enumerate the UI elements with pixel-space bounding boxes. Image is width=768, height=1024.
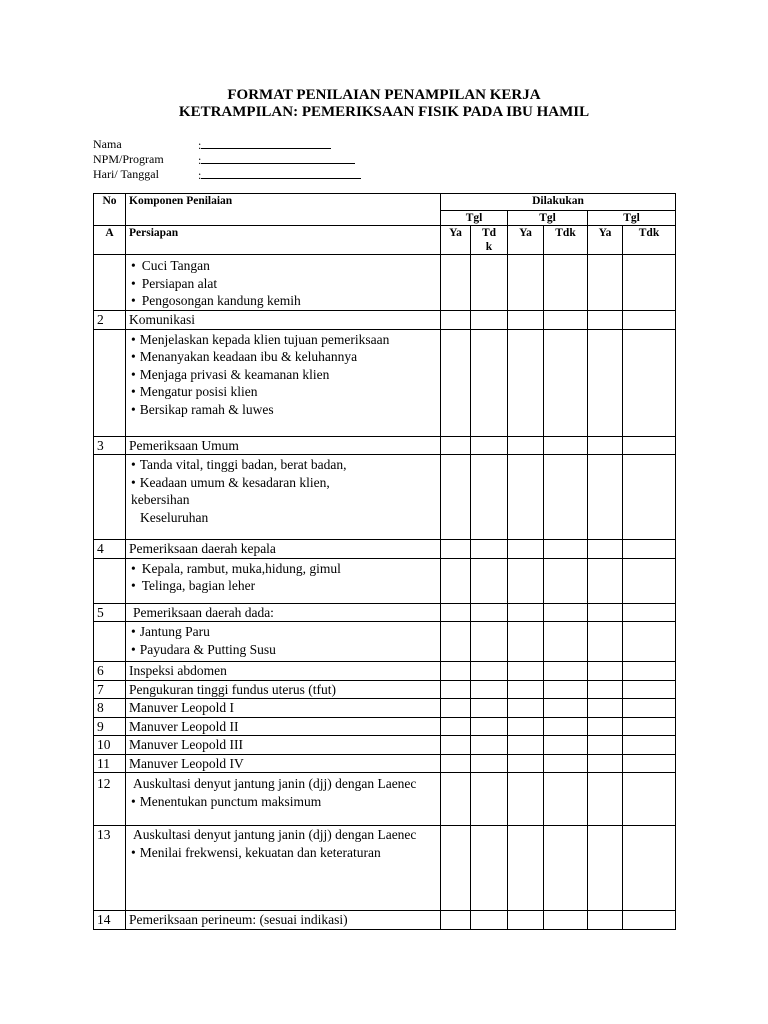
list-item: • Menilai frekwensi, kekuatan dan keteraturan — [129, 844, 437, 862]
row-no: 11 — [94, 754, 126, 773]
check-cell[interactable] — [544, 622, 588, 662]
header-tgl-2: Tgl — [508, 211, 588, 226]
check-cell[interactable] — [508, 717, 544, 736]
table-row — [94, 311, 676, 330]
check-cell[interactable] — [471, 311, 508, 330]
check-cell[interactable] — [544, 911, 588, 930]
check-cell[interactable] — [471, 558, 508, 603]
check-cell[interactable] — [471, 662, 508, 681]
blank-line — [201, 137, 331, 149]
check-cell[interactable] — [471, 680, 508, 699]
row-no: 3 — [94, 436, 126, 455]
list-item: • Menentukan punctum maksimum — [129, 793, 437, 811]
row-title: Pengukuran tinggi fundus uterus (tfut) — [126, 680, 441, 699]
check-cell[interactable] — [441, 558, 471, 603]
table-row — [94, 603, 676, 622]
check-cell[interactable] — [508, 680, 544, 699]
header-tdk-1: Td k — [471, 226, 508, 255]
check-cell[interactable] — [471, 717, 508, 736]
row-no: 5 — [94, 603, 126, 622]
check-cell[interactable] — [544, 736, 588, 755]
row-title: Pemeriksaan Umum — [126, 436, 441, 455]
check-cell[interactable] — [623, 773, 676, 826]
check-cell[interactable] — [544, 311, 588, 330]
header-ya-2: Ya — [508, 226, 544, 255]
header-tgl-3: Tgl — [588, 211, 676, 226]
row-content — [126, 255, 441, 311]
check-cell[interactable] — [471, 699, 508, 718]
check-cell[interactable] — [588, 436, 623, 455]
check-cell[interactable] — [623, 455, 676, 540]
check-cell[interactable] — [544, 603, 588, 622]
list-item: • Bersikap ramah & luwes — [129, 401, 437, 419]
row-no: 12 — [94, 773, 126, 826]
table-row — [94, 662, 676, 681]
check-cell[interactable] — [544, 662, 588, 681]
check-cell[interactable] — [588, 455, 623, 540]
check-cell[interactable] — [508, 455, 544, 540]
check-cell[interactable] — [441, 773, 471, 826]
info-label-hari: Hari/ Tanggal — [93, 167, 159, 181]
row-no — [94, 622, 126, 662]
check-cell[interactable] — [623, 311, 676, 330]
row-content — [126, 622, 441, 662]
row-title: Komunikasi — [126, 311, 441, 330]
check-cell[interactable] — [508, 662, 544, 681]
check-cell[interactable] — [588, 826, 623, 911]
colon: : — [198, 138, 202, 152]
check-cell[interactable] — [623, 436, 676, 455]
check-cell[interactable] — [588, 540, 623, 559]
list-item-continuation: Keseluruhan — [140, 509, 209, 525]
check-cell[interactable] — [623, 826, 676, 911]
check-cell[interactable] — [441, 680, 471, 699]
check-cell[interactable] — [508, 754, 544, 773]
list-item: • Tanda vital, tinggi badan, berat badan, — [129, 456, 437, 474]
table-row — [94, 911, 676, 930]
check-cell[interactable] — [441, 662, 471, 681]
list-item: • Menanyakan keadaan ibu & keluhannya — [129, 348, 437, 366]
check-cell[interactable] — [471, 826, 508, 911]
header-ya-1: Ya — [441, 226, 471, 255]
row-no: 4 — [94, 540, 126, 559]
blank-line — [201, 152, 355, 164]
check-cell[interactable] — [508, 736, 544, 755]
check-cell[interactable] — [623, 717, 676, 736]
check-cell[interactable] — [441, 603, 471, 622]
check-cell[interactable] — [544, 717, 588, 736]
check-cell[interactable] — [588, 329, 623, 436]
table-row — [94, 754, 676, 773]
row-content — [126, 826, 441, 911]
check-cell[interactable] — [441, 717, 471, 736]
list-item: • Pengosongan kandung kemih — [129, 292, 437, 310]
check-cell[interactable] — [623, 329, 676, 436]
table-row — [94, 255, 676, 311]
check-cell[interactable] — [588, 911, 623, 930]
section-a-no: A — [94, 226, 126, 255]
row-title: Auskultasi denyut jantung janin (djj) dengan Laenec — [133, 776, 417, 791]
row-no: 6 — [94, 662, 126, 681]
list-item: • Persiapan alat — [129, 275, 437, 293]
table-row — [94, 826, 676, 911]
list-item: • Keadaan umum & kesadaran klien, kebersihan — [129, 474, 437, 509]
header-tgl-1: Tgl — [441, 211, 508, 226]
check-cell[interactable] — [544, 455, 588, 540]
check-cell[interactable] — [588, 699, 623, 718]
row-no: 7 — [94, 680, 126, 699]
row-no — [94, 455, 126, 540]
list-item: • Cuci Tangan — [129, 257, 437, 275]
check-cell[interactable] — [441, 329, 471, 436]
check-cell[interactable] — [588, 311, 623, 330]
info-field-npm — [198, 152, 355, 168]
check-cell[interactable] — [441, 622, 471, 662]
check-cell[interactable] — [588, 773, 623, 826]
check-cell[interactable] — [623, 699, 676, 718]
header-komponen: Komponen Penilaian — [126, 194, 441, 226]
check-cell[interactable] — [508, 699, 544, 718]
row-title: Pemeriksaan daerah dada: — [126, 603, 441, 622]
row-content — [126, 329, 441, 436]
assessment-table — [93, 193, 676, 930]
row-title: Manuver Leopold I — [126, 699, 441, 718]
table-row — [94, 436, 676, 455]
check-cell[interactable] — [623, 736, 676, 755]
check-cell[interactable] — [544, 680, 588, 699]
check-cell[interactable] — [623, 911, 676, 930]
check-cell[interactable] — [441, 455, 471, 540]
row-content — [126, 558, 441, 603]
table-row — [94, 680, 676, 699]
check-cell[interactable] — [508, 329, 544, 436]
info-label-npm: NPM/Program — [93, 152, 164, 166]
check-cell[interactable] — [508, 622, 544, 662]
table-row — [94, 717, 676, 736]
check-cell[interactable] — [588, 717, 623, 736]
check-cell[interactable] — [508, 558, 544, 603]
check-cell[interactable] — [441, 540, 471, 559]
row-no: 10 — [94, 736, 126, 755]
check-cell[interactable] — [471, 603, 508, 622]
check-cell[interactable] — [508, 436, 544, 455]
header-no: No — [94, 194, 126, 226]
row-no — [94, 329, 126, 436]
table-row — [94, 773, 676, 826]
row-no — [94, 255, 126, 311]
check-cell[interactable] — [588, 754, 623, 773]
section-a-label: Persiapan — [126, 226, 441, 255]
check-cell[interactable] — [471, 911, 508, 930]
check-cell[interactable] — [623, 680, 676, 699]
row-no — [94, 558, 126, 603]
check-cell[interactable] — [471, 540, 508, 559]
row-no: 9 — [94, 717, 126, 736]
check-cell[interactable] — [544, 773, 588, 826]
check-cell[interactable] — [623, 662, 676, 681]
check-cell[interactable] — [471, 754, 508, 773]
check-cell[interactable] — [588, 680, 623, 699]
check-cell[interactable] — [544, 558, 588, 603]
check-cell[interactable] — [471, 622, 508, 662]
row-content — [126, 773, 441, 826]
colon: : — [198, 153, 202, 167]
check-cell[interactable] — [588, 255, 623, 311]
check-cell[interactable] — [544, 826, 588, 911]
list-item: • Menjelaskan kepada klien tujuan pemeriksaan — [129, 331, 437, 349]
colon: : — [198, 168, 202, 182]
check-cell[interactable] — [441, 754, 471, 773]
check-cell[interactable] — [441, 699, 471, 718]
header-dilakukan: Dilakukan — [441, 194, 676, 211]
list-item: • Mengatur posisi klien — [129, 383, 437, 401]
table-row — [94, 540, 676, 559]
check-cell[interactable] — [508, 255, 544, 311]
info-field-hari — [198, 167, 361, 183]
form-title: FORMAT PENILAIAN PENAMPILAN KERJA — [227, 87, 541, 103]
row-no: 8 — [94, 699, 126, 718]
check-cell[interactable] — [544, 255, 588, 311]
list-item: • Payudara & Putting Susu — [129, 641, 437, 659]
check-cell[interactable] — [471, 773, 508, 826]
table-row — [94, 699, 676, 718]
check-cell[interactable] — [588, 622, 623, 662]
row-title: Auskultasi denyut jantung janin (djj) dengan Laenec — [133, 827, 417, 842]
check-cell[interactable] — [441, 436, 471, 455]
row-title: Manuver Leopold II — [126, 717, 441, 736]
check-cell[interactable] — [441, 736, 471, 755]
check-cell[interactable] — [508, 826, 544, 911]
check-cell[interactable] — [441, 826, 471, 911]
check-cell[interactable] — [623, 622, 676, 662]
blank-line — [201, 167, 361, 179]
header-ya-3: Ya — [588, 226, 623, 255]
check-cell[interactable] — [623, 558, 676, 603]
check-cell[interactable] — [441, 911, 471, 930]
check-cell[interactable] — [544, 699, 588, 718]
info-field-nama — [198, 137, 331, 153]
check-cell[interactable] — [623, 540, 676, 559]
check-cell[interactable] — [471, 436, 508, 455]
row-title: Manuver Leopold III — [126, 736, 441, 755]
check-cell[interactable] — [588, 603, 623, 622]
list-item: • Menjaga privasi & keamanan klien — [129, 366, 437, 384]
check-cell[interactable] — [588, 558, 623, 603]
check-cell[interactable] — [588, 736, 623, 755]
check-cell[interactable] — [508, 603, 544, 622]
check-cell[interactable] — [508, 911, 544, 930]
check-cell[interactable] — [508, 540, 544, 559]
check-cell[interactable] — [471, 255, 508, 311]
table-row — [94, 622, 676, 662]
form-subtitle: KETRAMPILAN: PEMERIKSAAN FISIK PADA IBU HAMIL — [178, 104, 590, 120]
row-no: 2 — [94, 311, 126, 330]
header-tdk-3: Tdk — [623, 226, 676, 255]
table-row — [94, 455, 676, 540]
row-no: 14 — [94, 911, 126, 930]
check-cell[interactable] — [471, 736, 508, 755]
check-cell[interactable] — [441, 255, 471, 311]
list-item: • Jantung Paru — [129, 623, 437, 641]
table-row — [94, 558, 676, 603]
table-row — [94, 329, 676, 436]
check-cell[interactable] — [471, 329, 508, 436]
table-row — [94, 736, 676, 755]
check-cell[interactable] — [544, 540, 588, 559]
check-cell[interactable] — [623, 754, 676, 773]
info-label-nama: Nama — [93, 137, 122, 151]
check-cell[interactable] — [544, 436, 588, 455]
check-cell[interactable] — [544, 754, 588, 773]
row-no: 13 — [94, 826, 126, 911]
check-cell[interactable] — [441, 311, 471, 330]
row-title: Manuver Leopold IV — [126, 754, 441, 773]
row-title: Pemeriksaan daerah kepala — [126, 540, 441, 559]
row-title: Pemeriksaan perineum: (sesuai indikasi) — [126, 911, 441, 930]
row-content — [126, 455, 441, 540]
check-cell[interactable] — [508, 773, 544, 826]
check-cell[interactable] — [508, 311, 544, 330]
check-cell[interactable] — [471, 455, 508, 540]
check-cell[interactable] — [588, 662, 623, 681]
check-cell[interactable] — [623, 255, 676, 311]
check-cell[interactable] — [623, 603, 676, 622]
list-item: • Telinga, bagian leher — [129, 577, 437, 595]
check-cell[interactable] — [544, 329, 588, 436]
row-title: Inspeksi abdomen — [126, 662, 441, 681]
list-item: • Kepala, rambut, muka,hidung, gimul — [129, 560, 437, 578]
header-tdk-2: Tdk — [544, 226, 588, 255]
